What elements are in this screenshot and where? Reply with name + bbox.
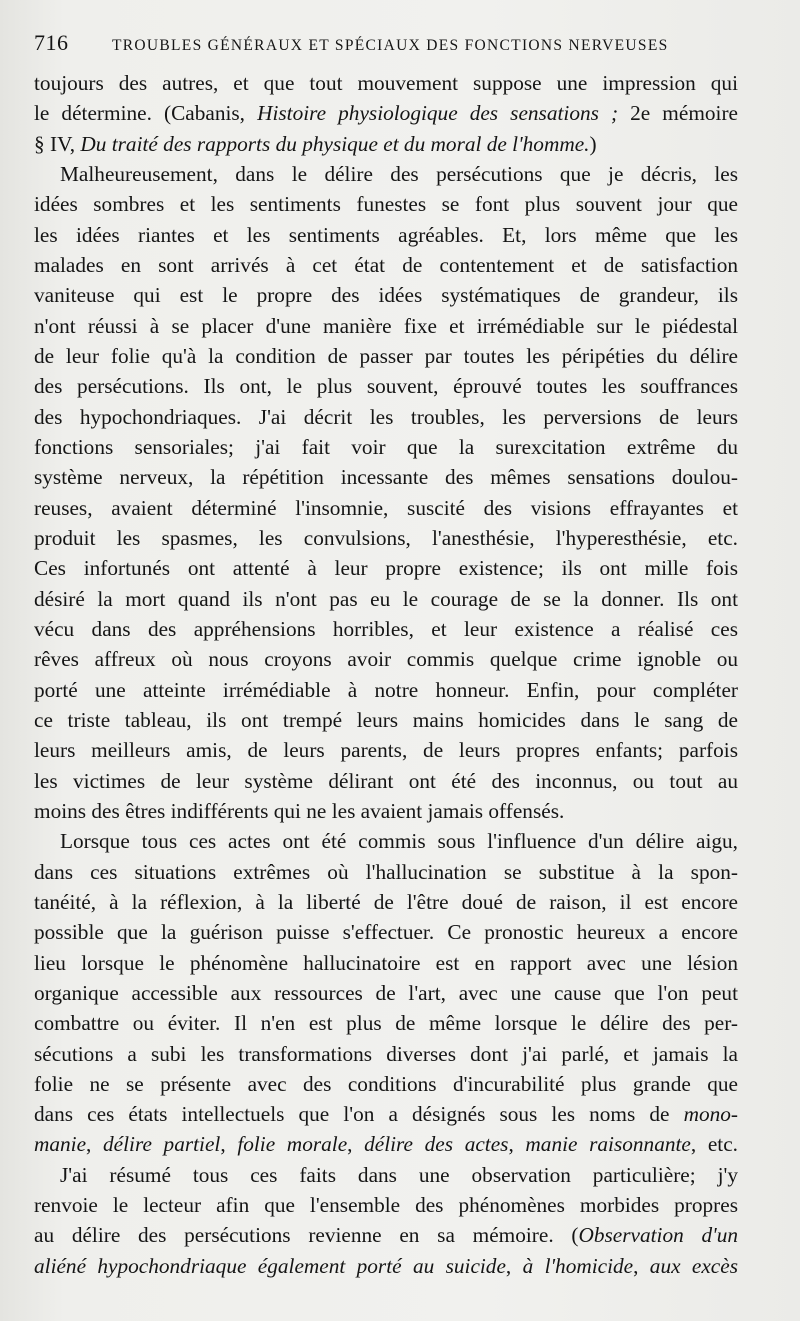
text-segment: vaniteuse qui est le propre des idées systématiques de grandeur, ils — [34, 283, 738, 308]
text-segment: ce triste tableau, ils ont trempé leurs mains homicides dans le sang de — [34, 707, 738, 732]
text-segment: n'ont réussi à se placer d'une manière fixe et irrémédiable sur le piédestal — [34, 313, 738, 338]
text-line — [34, 1008, 738, 1038]
text-segment: malades en sont arrivés à cet état de contentement et de satisfaction — [34, 252, 738, 277]
text-line — [34, 1160, 738, 1190]
text-segment: , — [633, 1253, 650, 1278]
text-segment: reuses, avaient déterminé l'insomnie, suscité des visions effrayantes et — [34, 495, 738, 520]
text-segment: 2e mémoire — [618, 101, 738, 126]
text-line — [34, 462, 738, 492]
text-segment: possible que la guérison puisse s'effectuer. Ce pronostic heureux a encore — [34, 920, 738, 945]
text-line — [34, 523, 738, 553]
text-line — [34, 220, 738, 250]
text-segment: les victimes de leur système délirant ont été des inconnus, ou tout au — [34, 768, 738, 793]
text-segment: folie ne se présente avec des conditions d'incurabilité plus grande que — [34, 1071, 738, 1096]
text-line — [34, 432, 738, 462]
text-segment: Ces infortunés ont attenté à leur propre existence; ils ont mille fois — [34, 556, 738, 581]
text-segment: rêves affreux où nous croyons avoir commis quelque crime ignoble ou — [34, 647, 738, 672]
text-segment: § IV, — [34, 131, 81, 156]
text-segment: dans ces états intellectuels que l'on a désignés sous les noms de — [34, 1102, 684, 1127]
text-segment: vécu dans des appréhensions horribles, et leur existence a réalisé ces — [34, 616, 738, 641]
text-line — [34, 614, 738, 644]
italic-text-segment: délire des actes — [364, 1132, 509, 1157]
italic-text-segment: aliéné hypochondriaque également porté au suicide — [34, 1253, 506, 1278]
text-segment: lieu lorsque le phénomène hallucinatoire est en rapport avec une lésion — [34, 950, 738, 975]
text-segment: renvoie le lecteur afin que l'ensemble des phénomènes morbides propres — [34, 1193, 738, 1218]
text-line — [34, 250, 738, 280]
text-line — [34, 553, 738, 583]
italic-text-segment: mono- — [683, 1102, 738, 1127]
text-line — [34, 68, 738, 98]
text-segment: des hypochondriaques. J'ai décrit les troubles, les perversions de leurs — [34, 404, 738, 429]
text-line — [34, 1129, 738, 1159]
text-segment: leurs meilleurs amis, de leurs parents, de leurs propres enfants; parfois — [34, 738, 738, 763]
italic-text-segment: manie raisonnante — [525, 1132, 691, 1157]
text-line — [34, 1069, 738, 1099]
text-segment: moins des êtres indifférents qui ne les avaient jamais offensés. — [34, 798, 565, 823]
running-title: TROUBLES GÉNÉRAUX ET SPÉCIAUX DES FONCTIONS NERVEUSES — [112, 37, 669, 54]
text-line — [34, 493, 738, 523]
text-line — [34, 766, 738, 796]
text-segment: au délire des persécutions revienne en sa mémoire. ( — [34, 1223, 579, 1248]
text-line — [34, 159, 738, 189]
text-segment: système nerveux, la répétition incessante des mêmes sensations doulou- — [34, 465, 738, 490]
text-line — [34, 735, 738, 765]
italic-text-segment: délire partiel — [103, 1132, 221, 1157]
text-segment: tanéité, à la réflexion, à la liberté de l'être doué de raison, il est encore — [34, 889, 738, 914]
text-line — [34, 1099, 738, 1129]
text-line — [34, 341, 738, 371]
text-segment: , etc. — [690, 1132, 738, 1157]
text-line — [34, 675, 738, 705]
text-line — [34, 402, 738, 432]
text-line — [34, 129, 738, 159]
text-segment: produit les spasmes, les convulsions, l'anesthésie, l'hyperesthésie, etc. — [34, 525, 738, 550]
text-line — [34, 371, 738, 401]
text-line — [34, 857, 738, 887]
text-segment: ) — [589, 131, 597, 156]
text-segment: toujours des autres, et que tout mouvement suppose une impression qui — [34, 71, 738, 95]
text-segment: J'ai résumé tous ces faits dans une observation particulière; j'y — [60, 1162, 738, 1187]
text-segment: organique accessible aux ressources de l'art, avec une cause que l'on peut — [34, 980, 738, 1005]
text-line — [34, 917, 738, 947]
text-line — [34, 98, 738, 128]
text-segment: dans ces situations extrêmes où l'hallucination se substitue à la spon- — [34, 859, 738, 884]
text-segment: , — [86, 1132, 104, 1157]
page-number: 716 — [34, 30, 69, 55]
text-segment: des persécutions. Ils ont, le plus souvent, éprouvé toutes les souffrances — [34, 374, 738, 399]
italic-text-segment: folie morale — [237, 1132, 348, 1157]
text-line — [34, 1039, 738, 1069]
text-segment: , — [505, 1253, 523, 1278]
text-line — [34, 948, 738, 978]
text-segment: , — [220, 1132, 238, 1157]
text-line — [34, 887, 738, 917]
text-line — [34, 584, 738, 614]
text-segment: , — [347, 1132, 365, 1157]
text-segment: Malheureusement, dans le délire des persécutions que je décris, les — [60, 161, 738, 186]
italic-text-segment: à l'homicide — [522, 1253, 634, 1278]
italic-text-segment: aux excès — [649, 1253, 738, 1278]
text-segment: désiré la mort quand ils n'ont pas eu le courage de se la donner. Ils ont — [34, 586, 738, 611]
text-segment: de leur folie qu'à la condition de passer par toutes les péripéties du délire — [34, 343, 738, 368]
text-segment: le détermine. (Cabanis, — [34, 101, 258, 126]
text-segment: les idées riantes et les sentiments agréables. Et, lors même que les — [34, 222, 738, 247]
text-segment: , — [508, 1132, 526, 1157]
text-line — [34, 978, 738, 1008]
italic-text-segment: Du traité des rapports du physique et du moral de l'homme. — [80, 131, 590, 156]
text-segment: fonctions sensoriales; j'ai fait voir que la surexcitation extrême du — [34, 434, 738, 459]
italic-text-segment: Observation d'un — [578, 1223, 738, 1248]
text-segment: sécutions a subi les transformations diverses dont j'ai parlé, et jamais la — [34, 1041, 738, 1066]
text-segment: combattre ou éviter. Il n'en est plus de même lorsque le délire des per- — [34, 1011, 738, 1036]
text-segment: idées sombres et les sentiments funestes se font plus souvent jour que — [34, 192, 738, 217]
body-text — [34, 68, 738, 1281]
text-segment: Lorsque tous ces actes ont été commis sous l'influence d'un délire aigu, — [60, 829, 738, 854]
text-line — [34, 826, 738, 856]
text-line — [34, 705, 738, 735]
page-header — [34, 30, 738, 60]
text-line — [34, 280, 738, 310]
text-line — [34, 796, 738, 826]
italic-text-segment: manie — [34, 1132, 87, 1157]
text-line — [34, 1190, 738, 1220]
text-segment: porté une atteinte irrémédiable à notre honneur. Enfin, pour compléter — [34, 677, 738, 702]
text-line — [34, 311, 738, 341]
text-line — [34, 189, 738, 219]
italic-text-segment: Histoire physiologique des sensations ; — [257, 101, 619, 126]
text-line — [34, 644, 738, 674]
text-line — [34, 1251, 738, 1281]
text-line — [34, 1220, 738, 1250]
